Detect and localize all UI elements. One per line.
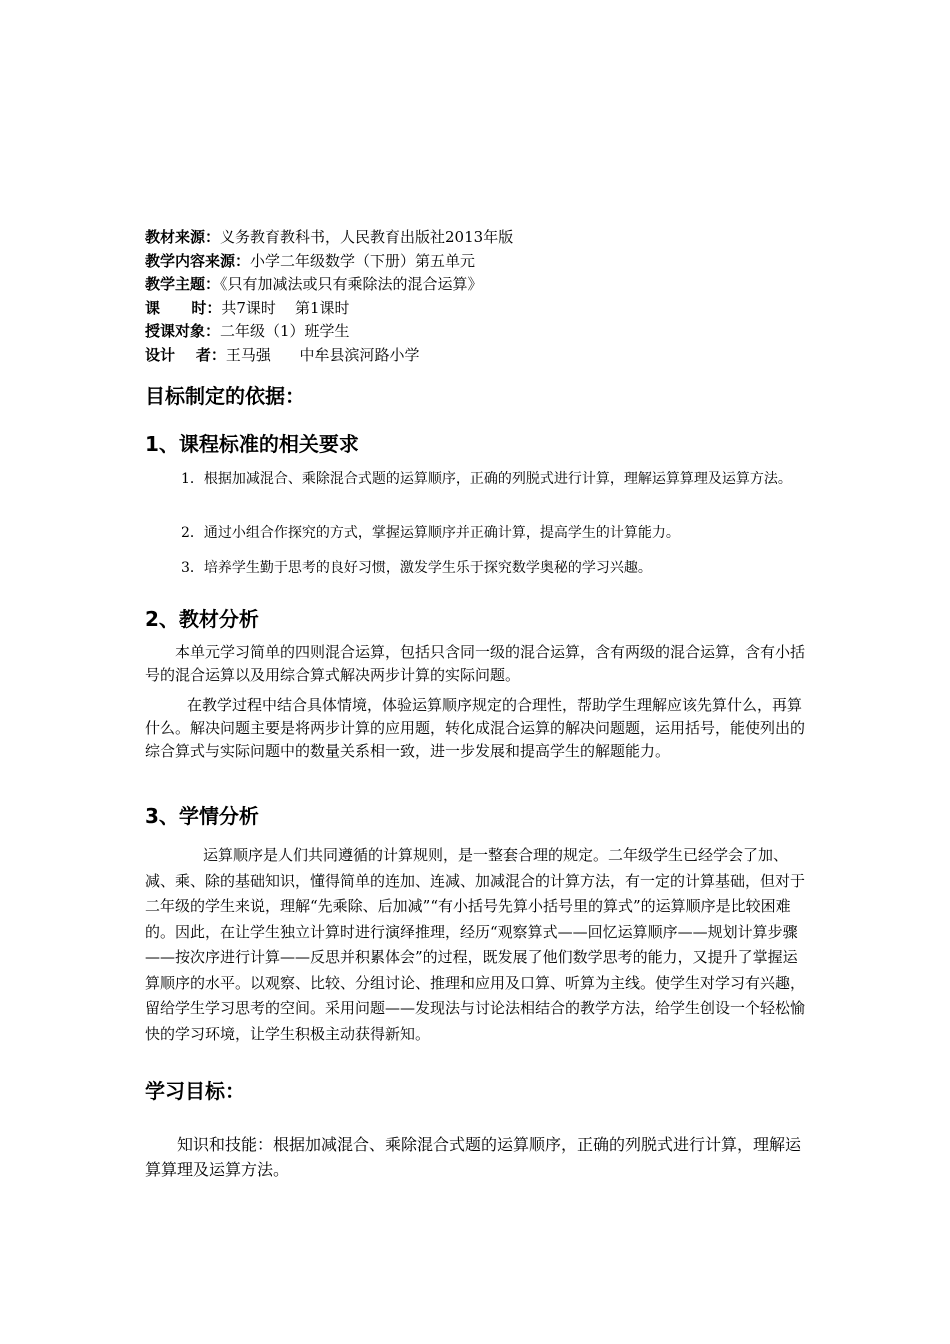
heading-textbook: 2、教材分析	[145, 607, 259, 631]
lesson-metadata	[145, 226, 845, 367]
meta-row-periods	[145, 297, 845, 321]
heading-basis: 目标制定的依据：	[145, 384, 305, 408]
meta-value: 王马强 中牟县滨河路小学	[225, 345, 420, 364]
meta-row-designer	[145, 344, 845, 368]
meta-key: 课 时：	[145, 298, 222, 317]
meta-row-topic	[145, 273, 845, 297]
learner-paragraph: 运算顺序是人们共同遵循的计算规则，是一整套合理的规定。二年级学生已经学会了加、减、乘、除的基础知识，懂得简单的连加、连减、加减混合的计算方法，有一定的计算基础，但对于二年级的学生来说，理解“先乘除、后加减”“有小括号先算小括号里的算式”的运算顺序是比较困难的。因此，在让学生独立计算时进行演绎推理，经历“观察算式——回忆运算顺序——规划计算步骤——按次序进行计算——反思并积累体会”的过程，既发展了他们数学思考的能力，又提升了掌握运算顺序的水平。以观察、比较、分组讨论、推理和应用及口算、听算为主线。使学生对学习有兴趣，留给学生学习思考的空间。采用问题——发现法与讨论法相结合的教学方法，给学生创设一个轻松愉快的学习环境，让学生积极主动获得新知。	[145, 846, 806, 1043]
meta-key: 教材来源：	[145, 228, 221, 246]
heading-learner: 3、学情分析	[145, 804, 259, 828]
meta-row-content-source	[145, 250, 845, 274]
heading-curriculum: 1、课程标准的相关要求	[145, 432, 359, 456]
meta-value: 二年级（1）班学生	[220, 322, 350, 340]
meta-row-source	[145, 226, 845, 250]
meta-value: 小学二年级数学（下册）第五单元	[250, 251, 476, 270]
meta-key: 授课对象：	[145, 322, 221, 340]
meta-value: 共7课时 第1课时	[221, 298, 350, 317]
meta-value: 义务教育教科书，人民教育出版社2013年版	[220, 228, 514, 246]
objectives-paragraph: 知识和技能：根据加减混合、乘除混合式题的运算顺序，正确的列脱式进行计算，理解运算算理及运算方法。	[145, 1135, 802, 1179]
meta-value: 《只有加减法或只有乘除法的混合运算》	[220, 275, 483, 293]
meta-key: 设计 者：	[145, 345, 226, 364]
meta-key: 教学主题：	[145, 275, 221, 293]
curriculum-item-1: 1．根据加减混合、乘除混合式题的运算顺序，正确的列脱式进行计算，理解运算算理及运算方法。	[181, 471, 792, 487]
curriculum-item-2: 2．通过小组合作探究的方式，掌握运算顺序并正确计算，提高学生的计算能力。	[181, 525, 680, 541]
meta-key: 教学内容来源：	[145, 251, 251, 270]
heading-objectives: 学习目标：	[145, 1079, 245, 1103]
meta-row-audience	[145, 320, 845, 344]
curriculum-item-3: 3．培养学生勤于思考的良好习惯，激发学生乐于探究数学奥秘的学习兴趣。	[181, 560, 652, 576]
textbook-paragraph-2: 在教学过程中结合具体情境，体验运算顺序规定的合理性，帮助学生理解应该先算什么，再算什么。解决问题主要是将两步计算的应用题，转化成混合运算的解决问题题，运用括号，能使列出的综合算式与实际问题中的数量关系相一致，进一步发展和提高学生的解题能力。	[145, 696, 806, 760]
textbook-paragraph-1: 本单元学习简单的四则混合运算，包括只含同一级的混合运算，含有两级的混合运算，含有小括号的混合运算以及用综合算式解决两步计算的实际问题。	[145, 643, 806, 684]
